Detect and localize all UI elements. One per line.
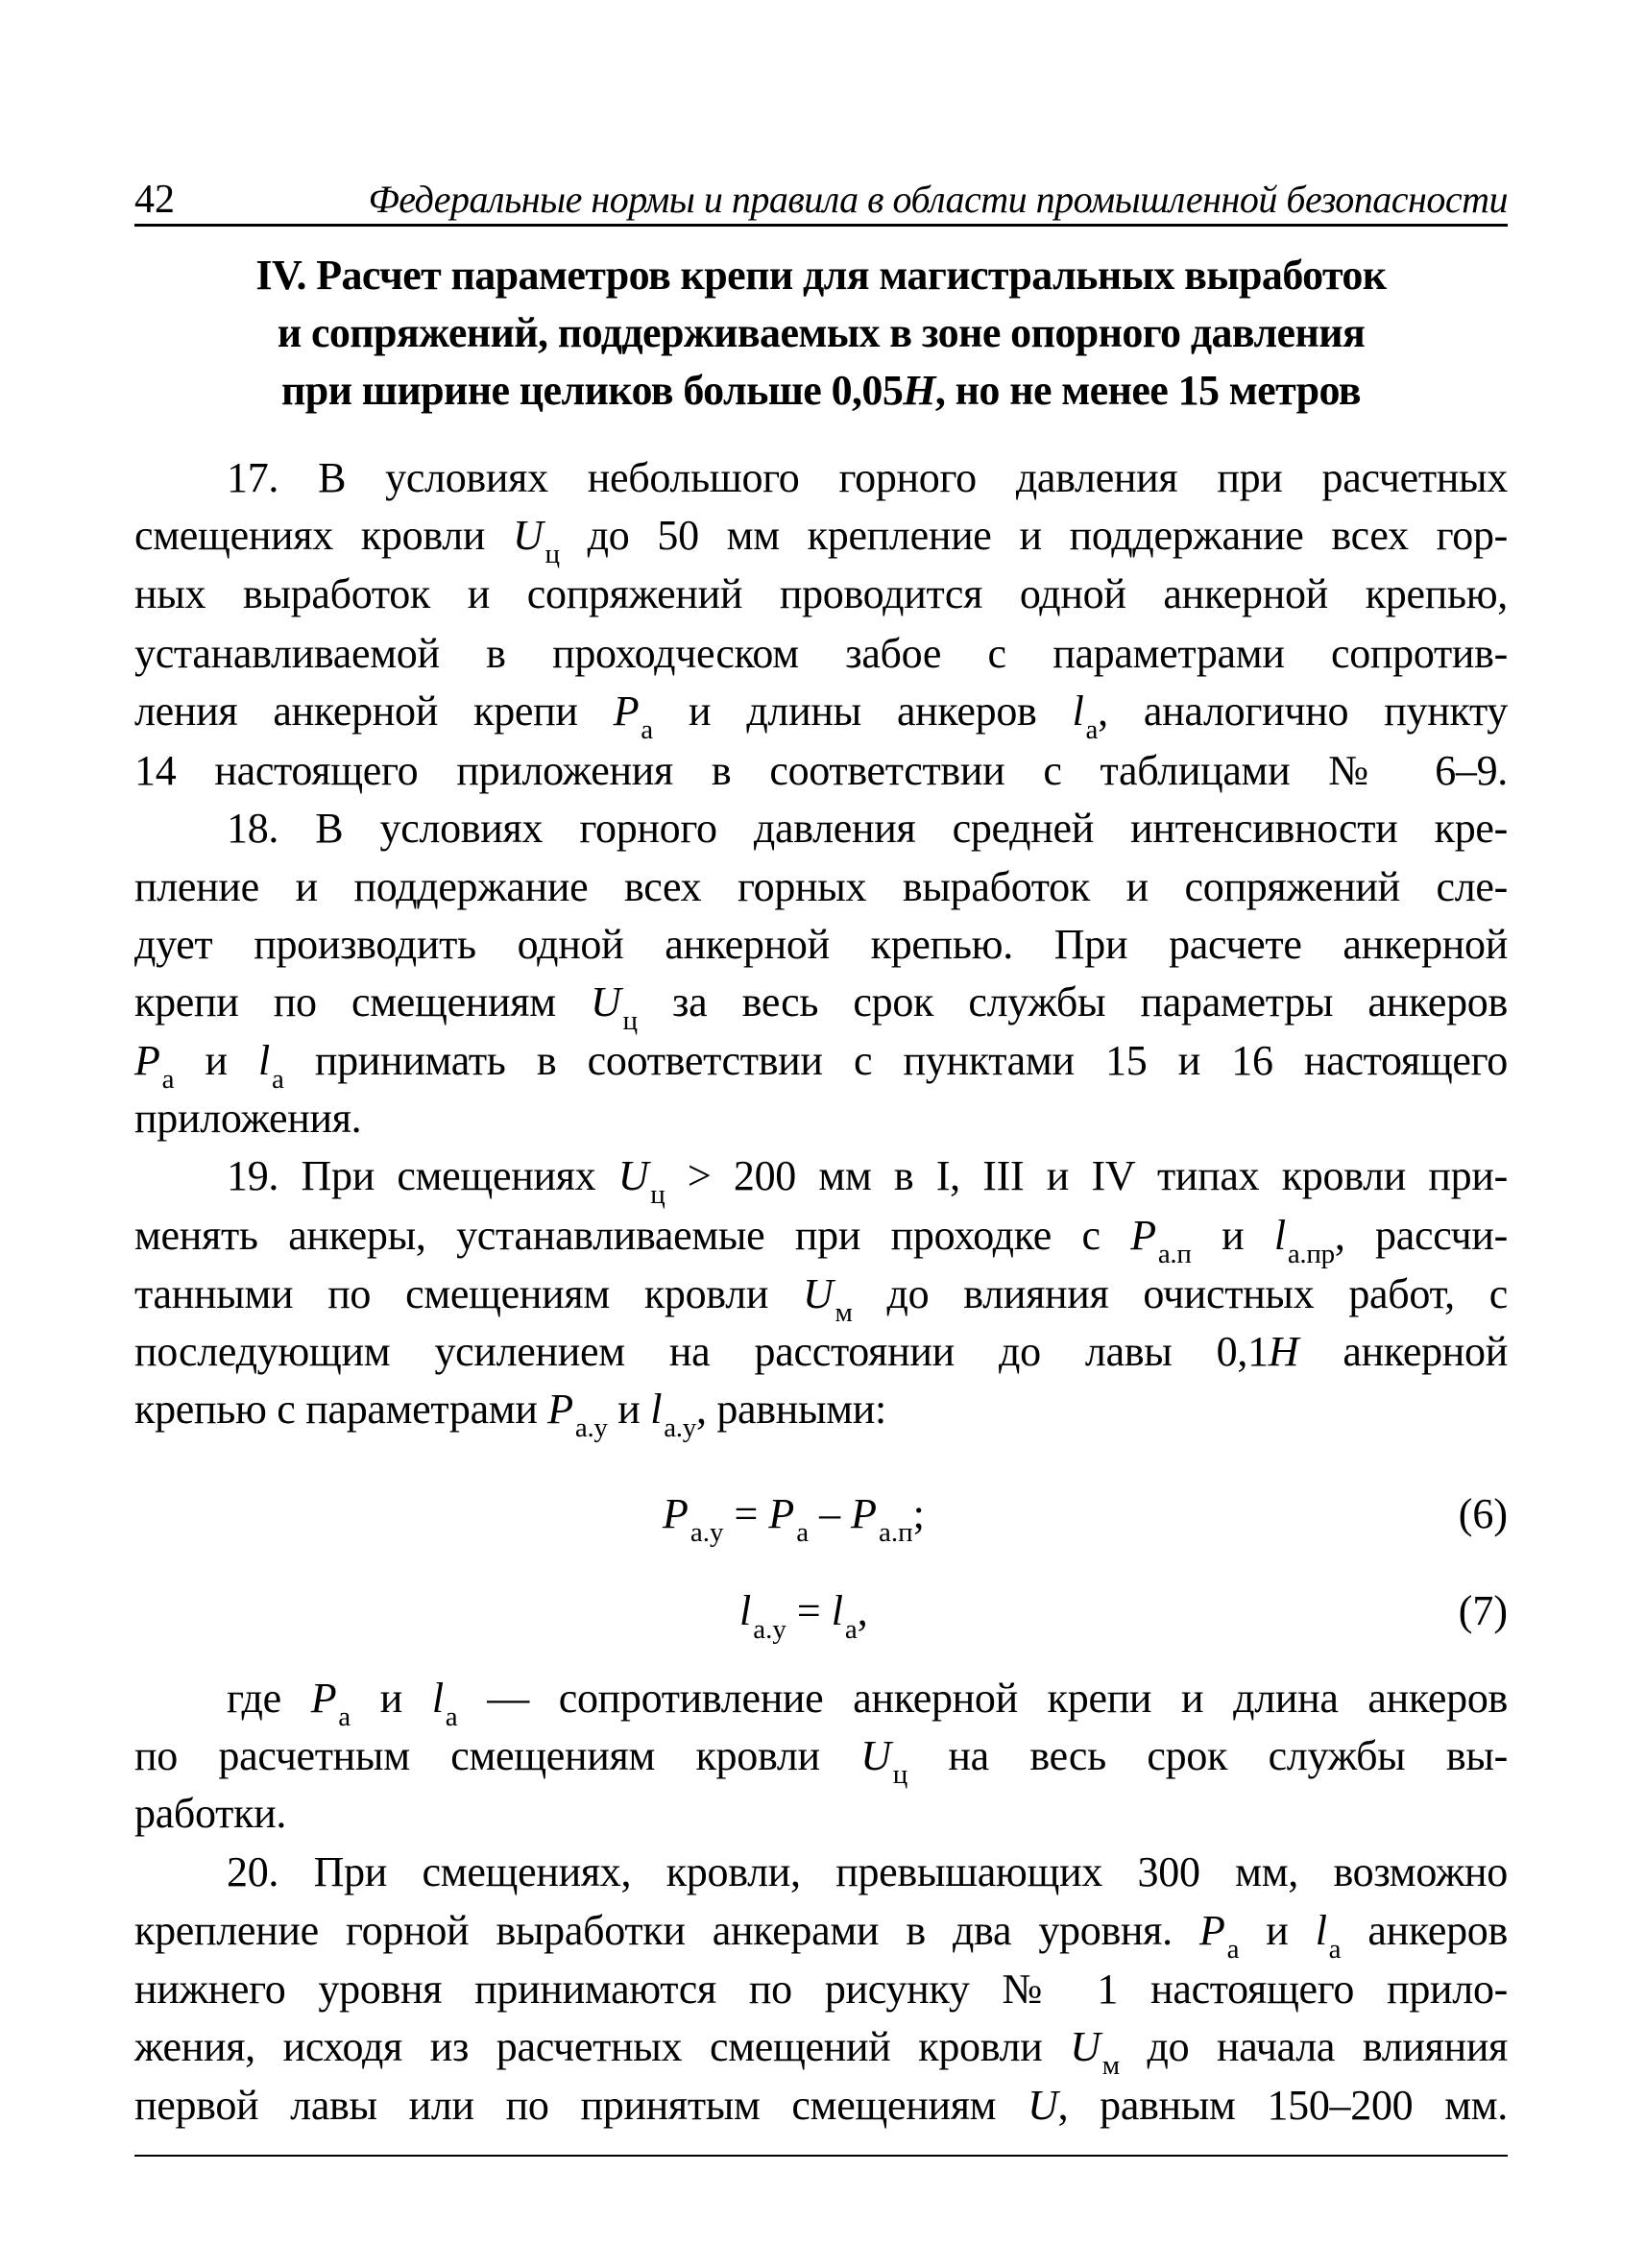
text-line <box>134 1725 1509 1790</box>
variable-symbol: U <box>591 978 621 1025</box>
text-run: , равными: <box>695 1386 886 1433</box>
variable-symbol: U <box>513 512 544 559</box>
math-variable <box>310 1675 351 1732</box>
text-run: ; <box>912 1490 925 1537</box>
math-variable <box>768 1490 810 1548</box>
text-run: крепи по смещениям <box>134 978 592 1025</box>
variable-symbol: P <box>768 1490 795 1537</box>
text-run: 19. При смещениях <box>227 1152 618 1199</box>
math-variable <box>134 1037 175 1095</box>
running-title: Федеральные нормы и правила в области промышленной безопасности <box>368 178 1508 221</box>
math-variable <box>1028 2082 1057 2129</box>
variable-symbol: H <box>903 367 935 414</box>
variable-symbol: U <box>1028 2082 1058 2129</box>
math-variable <box>617 1152 665 1210</box>
math-variable <box>803 1270 853 1328</box>
variable-symbol: U <box>860 1732 891 1779</box>
text-line <box>134 1205 1508 1267</box>
text-run: = <box>786 1587 832 1634</box>
text-line <box>134 1379 1508 1443</box>
text-line <box>134 1842 1508 1903</box>
text-run: 17. В условиях небольшого горного давления при расчетных <box>227 454 1508 501</box>
text-run: = <box>723 1490 769 1537</box>
text-run: – <box>809 1490 852 1537</box>
text-run: до начала влияния <box>1119 2023 1508 2070</box>
text-line <box>134 1264 1508 1328</box>
text-run: по расчетным смещениям кровли <box>134 1732 861 1779</box>
text-run: за весь срок службы параметры анкеров <box>637 978 1508 1025</box>
variable-subscript: ц <box>622 1005 638 1036</box>
variable-symbol: P <box>547 1386 573 1433</box>
math-variable <box>1198 1907 1240 1965</box>
text-run: и <box>350 1675 432 1722</box>
math-variable <box>1130 1212 1192 1269</box>
text-line <box>134 1030 1508 1095</box>
math-variable <box>663 1490 724 1548</box>
variable-symbol: P <box>851 1490 877 1537</box>
variable-subscript: а.у <box>664 1412 696 1443</box>
equation-number: (6) <box>1458 1490 1508 1537</box>
text-run: и длины анкеров <box>652 688 1073 735</box>
math-variable <box>739 1587 786 1645</box>
text-run: , равным 150–200 мм. <box>1057 2082 1509 2129</box>
text-run: последующим усилением на расстоянии до лавы 0,1 <box>134 1328 1269 1375</box>
variable-subscript: а <box>1085 714 1099 745</box>
variable-symbol: U <box>803 1270 834 1317</box>
page-number: 42 <box>134 178 175 222</box>
section-title-line-1: IV. Расчет параметров крепи для магистральных выработок <box>255 252 1387 299</box>
math-variable <box>547 1386 608 1443</box>
text-run: где <box>227 1675 311 1722</box>
variable-subscript: м <box>835 1297 853 1328</box>
text-run: , <box>857 1587 868 1634</box>
variable-subscript: а.у <box>574 1412 608 1443</box>
section-title-line-2: и сопряжений, поддерживаемых в зоне опорного давления <box>277 309 1366 356</box>
variable-symbol: l <box>1273 1212 1286 1259</box>
variable-subscript: а <box>271 1064 284 1095</box>
variable-symbol: l <box>1315 1907 1327 1954</box>
text-run: приложения. <box>134 1095 362 1142</box>
text-line <box>134 681 1508 745</box>
variable-symbol: l <box>650 1386 663 1433</box>
text-line <box>134 1146 1508 1210</box>
math-variable <box>851 1490 913 1548</box>
variable-subscript: ц <box>544 539 560 569</box>
math-variable <box>1273 1212 1335 1269</box>
variable-subscript: а.у <box>689 1517 724 1548</box>
text-run: первой лавы или по принятым смещениям <box>134 2082 1028 2129</box>
variable-subscript: ц <box>650 1179 665 1210</box>
variable-subscript: а <box>641 714 653 745</box>
variable-subscript: ц <box>892 1759 907 1790</box>
text-run: , рассчи- <box>1334 1212 1508 1259</box>
variable-symbol: P <box>134 1037 160 1084</box>
text-run: — сопротивление анкерной крепи и длина анкеров <box>457 1675 1508 1722</box>
text-line <box>134 1900 1508 1965</box>
text-run: 14 настоящего приложения в соответствии с таблицами № 6–9. <box>134 747 1508 794</box>
text-run: крепление горной выработки анкерами в два уровня. <box>134 1907 1199 1954</box>
variable-symbol: l <box>431 1675 444 1722</box>
text-run: принимать в соответствии с пунктами 15 и 16 настоящего <box>283 1037 1508 1084</box>
text-run: устанавливаемой в проходческом забое с параметрами сопротив- <box>134 630 1508 677</box>
running-header <box>134 173 1508 227</box>
text-run: работки. <box>134 1790 287 1837</box>
variable-subscript: а <box>445 1701 458 1732</box>
math-variable <box>650 1386 696 1443</box>
math-variable <box>258 1037 284 1095</box>
variable-symbol: l <box>739 1587 752 1634</box>
math-variable <box>1072 688 1099 745</box>
text-run: дует производить одной анкерной крепью. При расчете анкерной <box>134 921 1508 968</box>
math-variable <box>431 1675 458 1732</box>
math-variable <box>831 1587 858 1645</box>
equation-6 <box>663 1484 925 1548</box>
text-line <box>134 1668 1508 1732</box>
text-run: , аналогично пункту <box>1098 688 1508 735</box>
text-line <box>134 914 1508 976</box>
text-run: танными по смещениям кровли <box>134 1270 804 1317</box>
text-run: 18. В условиях горного давления средней интенсивности кре- <box>227 805 1508 852</box>
text-line <box>134 857 1508 918</box>
text-line <box>134 798 1508 859</box>
text-line <box>134 1321 1508 1383</box>
text-run: > 200 мм в I, III и IV типах кровли при- <box>665 1152 1508 1199</box>
variable-symbol: P <box>1198 1907 1225 1954</box>
text-run: и <box>1191 1212 1274 1259</box>
variable-symbol: l <box>831 1587 843 1634</box>
text-run: нижнего уровня принимаются по рисунку № 1 настоящего прило- <box>134 1966 1508 2013</box>
footer-rule <box>134 2155 1508 2157</box>
math-variable <box>591 978 638 1036</box>
variable-symbol: P <box>663 1490 689 1537</box>
variable-symbol: H <box>1268 1328 1299 1375</box>
variable-symbol: P <box>310 1675 337 1722</box>
text-run: на весь срок службы вы- <box>907 1732 1509 1779</box>
text-run: крепью с параметрами <box>134 1386 548 1433</box>
text-run: ных выработок и сопряжений проводится одной анкерной крепью, <box>134 570 1508 617</box>
math-variable <box>1315 1907 1342 1965</box>
text-line <box>134 1088 1508 1149</box>
variable-subscript: а.пр <box>1287 1239 1335 1269</box>
text-run: и <box>174 1037 259 1084</box>
text-run: анкерной <box>1298 1328 1508 1375</box>
math-variable <box>513 512 560 569</box>
text-line <box>134 564 1508 625</box>
text-run: анкеров <box>1341 1907 1508 1954</box>
variable-subscript: а <box>844 1614 858 1645</box>
text-run: до влияния очистных работ, с <box>852 1270 1508 1317</box>
text-run: пление и поддержание всех горных выработок и сопряжений сле- <box>134 863 1508 910</box>
variable-symbol: P <box>613 688 640 735</box>
text-line <box>134 740 1508 802</box>
text-run: и <box>607 1386 651 1433</box>
variable-subscript: а.у <box>753 1614 786 1645</box>
text-line <box>134 2075 1508 2136</box>
text-line <box>134 447 1508 509</box>
variable-subscript: а.п <box>879 1517 913 1548</box>
math-variable <box>613 688 653 745</box>
text-run: смещениях кровли <box>134 512 514 559</box>
math-variable <box>1269 1328 1298 1375</box>
variable-symbol: U <box>1070 2023 1101 2070</box>
variable-subscript: а <box>338 1701 351 1732</box>
variable-symbol: P <box>1130 1212 1156 1259</box>
text-line <box>134 2016 1508 2081</box>
variable-subscript: а <box>796 1517 810 1548</box>
text-run: ления анкерной крепи <box>134 688 614 735</box>
section-title-text: при ширине целиков больше 0,05H, но не менее 15 метров <box>281 367 1361 414</box>
section-title-line-3 <box>134 362 1508 420</box>
text-line <box>134 505 1508 567</box>
text-line <box>134 972 1508 1036</box>
variable-subscript: а <box>1328 1934 1342 1965</box>
header-rule <box>134 224 1508 227</box>
text-run: и <box>1239 1907 1316 1954</box>
text-line <box>134 623 1508 685</box>
variable-subscript: а <box>1226 1934 1240 1965</box>
variable-symbol: l <box>258 1037 270 1084</box>
text-line <box>134 1783 1508 1845</box>
text-line <box>134 1959 1508 2020</box>
text-run: жения, исходя из расчетных смещений кровли <box>134 2023 1071 2070</box>
variable-subscript: а.п <box>1157 1239 1192 1269</box>
math-variable <box>1070 2023 1120 2081</box>
math-variable <box>860 1732 907 1790</box>
variable-subscript: а <box>161 1064 175 1095</box>
equation-7 <box>739 1580 868 1645</box>
variable-subscript: м <box>1101 2050 1120 2081</box>
text-run: до 50 мм крепление и поддержание всех гор- <box>559 512 1508 559</box>
equation-number: (7) <box>1458 1587 1508 1634</box>
variable-symbol: l <box>1072 688 1084 735</box>
text-run: менять анкеры, устанавливаемые при проходке с <box>134 1212 1131 1259</box>
text-run: 20. При смещениях, кровли, превышающих 300 мм, возможно <box>227 1848 1508 1895</box>
variable-symbol: U <box>617 1152 649 1199</box>
